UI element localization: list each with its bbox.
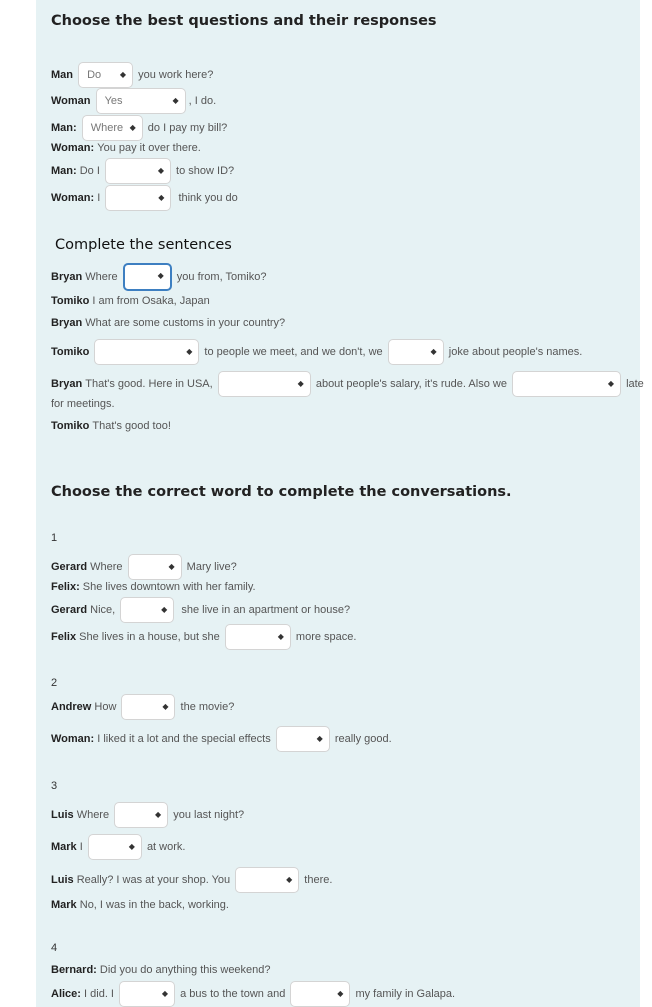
dialog-text: you last night? xyxy=(173,809,245,821)
answer-select[interactable] xyxy=(78,62,133,88)
speaker: Woman: xyxy=(51,733,95,745)
dialog-line xyxy=(51,115,227,137)
dialog-line xyxy=(51,137,201,159)
dialog-text: really good. xyxy=(334,733,392,745)
dialog-text: Mary live? xyxy=(186,561,237,573)
dialog-line xyxy=(51,290,210,312)
speaker: Gerard xyxy=(51,604,88,616)
dialog-text: That's good. Here in USA, xyxy=(85,378,213,390)
up-down-caret-icon: ◆ xyxy=(186,347,193,356)
dialog-line xyxy=(51,62,213,84)
dialog-text: think you do xyxy=(178,192,238,204)
answer-select[interactable] xyxy=(276,726,330,752)
dialog-text: I am from Osaka, Japan xyxy=(92,295,210,308)
up-down-caret-icon: ◆ xyxy=(168,562,175,571)
dialog-text: Where xyxy=(90,561,123,573)
dialog-text: I xyxy=(79,841,83,853)
up-down-caret-icon: ◆ xyxy=(157,271,164,280)
dialog-text: She lives in a house, but she xyxy=(79,631,220,643)
conversation-number: 4 xyxy=(51,942,58,954)
speaker: Tomiko xyxy=(51,420,90,433)
dialog-text: for meetings. xyxy=(51,398,115,411)
dialog-line xyxy=(51,415,171,437)
dialog-line xyxy=(51,597,350,619)
section1-title: Choose the best questions and their responses xyxy=(51,13,437,29)
dialog-text: No, I was in the back, working. xyxy=(79,899,229,912)
up-down-caret-icon: ◆ xyxy=(155,810,162,819)
answer-select[interactable] xyxy=(105,185,171,211)
answer-select[interactable] xyxy=(120,597,174,623)
up-down-caret-icon: ◆ xyxy=(337,989,344,998)
dialog-line xyxy=(51,867,332,889)
dialog-text: I liked it a lot and the special effects xyxy=(97,733,271,745)
answer-select[interactable] xyxy=(105,158,171,184)
speaker: Felix: xyxy=(51,581,80,594)
up-down-caret-icon: ◆ xyxy=(277,632,284,641)
answer-select[interactable] xyxy=(235,867,299,893)
speaker: Bryan xyxy=(51,317,83,330)
up-down-caret-icon: ◆ xyxy=(286,875,293,884)
dialog-text: She lives downtown with her family. xyxy=(82,581,256,594)
answer-select[interactable] xyxy=(94,339,199,365)
up-down-caret-icon: ◆ xyxy=(316,734,323,743)
dialog-text: You pay it over there. xyxy=(97,142,201,155)
answer-select[interactable] xyxy=(218,371,311,397)
dialog-text: to show ID? xyxy=(176,165,235,177)
speaker: Man: xyxy=(51,122,77,134)
answer-select[interactable] xyxy=(121,694,175,720)
answer-select[interactable] xyxy=(512,371,621,397)
answer-select-focused[interactable] xyxy=(123,263,172,291)
speaker: Luis xyxy=(51,809,74,821)
up-down-caret-icon: ◆ xyxy=(157,166,164,175)
dialog-text: you from, Tomiko? xyxy=(176,271,267,283)
select-value: Where xyxy=(90,122,124,135)
speaker: Felix xyxy=(51,631,77,643)
dialog-text: Did you do anything this weekend? xyxy=(99,964,271,977)
dialog-text: about people's salary, it's rude. Also we xyxy=(315,378,507,390)
dialog-line xyxy=(51,624,356,646)
speaker: Man xyxy=(51,69,73,81)
dialog-line xyxy=(51,185,238,207)
up-down-caret-icon: ◆ xyxy=(172,96,179,105)
dialog-text: my family in Galapa. xyxy=(355,988,456,1000)
answer-select[interactable] xyxy=(225,624,291,650)
answer-select[interactable] xyxy=(88,834,142,860)
speaker: Man: xyxy=(51,165,77,177)
up-down-caret-icon: ◆ xyxy=(297,379,304,388)
dialog-text: she live in an apartment or house? xyxy=(181,604,351,616)
dialog-text: do I pay my bill? xyxy=(147,122,228,134)
speaker: Mark xyxy=(51,899,77,912)
dialog-text: a bus to the town and xyxy=(180,988,286,1000)
speaker: Andrew xyxy=(51,701,92,713)
speaker: Bernard: xyxy=(51,964,97,977)
dialog-line xyxy=(51,834,185,856)
speaker: Tomiko xyxy=(51,346,90,358)
dialog-text: to people we meet, and we don't, we xyxy=(204,346,383,358)
up-down-caret-icon: ◆ xyxy=(158,193,165,202)
dialog-line xyxy=(51,726,392,748)
speaker: Woman: xyxy=(51,192,95,204)
dialog-text: , I do. xyxy=(188,95,217,107)
up-down-caret-icon: ◆ xyxy=(119,70,127,79)
answer-select[interactable] xyxy=(290,981,350,1007)
up-down-caret-icon: ◆ xyxy=(430,347,437,356)
up-down-caret-icon: ◆ xyxy=(129,123,136,132)
answer-select[interactable] xyxy=(388,339,444,365)
dialog-text: Really? I was at your shop. You xyxy=(76,874,231,886)
dialog-text: That's good too! xyxy=(92,420,171,433)
up-down-caret-icon: ◆ xyxy=(162,702,169,711)
conversation-number: 3 xyxy=(51,780,58,792)
dialog-text: there. xyxy=(304,874,333,886)
dialog-line xyxy=(51,312,285,334)
speaker: Bryan xyxy=(51,378,83,390)
speaker: Alice: xyxy=(51,988,81,1000)
answer-select[interactable] xyxy=(114,802,168,828)
dialog-line xyxy=(51,263,266,285)
dialog-text: the movie? xyxy=(180,701,235,713)
select-value: Do xyxy=(87,69,102,82)
dialog-text: Where xyxy=(76,809,110,821)
speaker: Bryan xyxy=(51,271,83,283)
up-down-caret-icon: ◆ xyxy=(607,379,614,388)
dialog-line xyxy=(51,894,229,916)
dialog-line xyxy=(51,802,244,824)
dialog-text: I xyxy=(97,192,101,204)
dialog-text: late xyxy=(626,378,644,390)
select-value: Yes xyxy=(104,95,123,108)
up-down-caret-icon: ◆ xyxy=(161,989,169,998)
dialog-text: joke about people's names. xyxy=(448,346,583,358)
dialog-line xyxy=(51,981,455,1003)
speaker: Woman: xyxy=(51,142,95,155)
dialog-line xyxy=(51,88,216,110)
dialog-text: How xyxy=(94,701,117,713)
dialog-text: at work. xyxy=(146,841,186,853)
dialog-text: more space. xyxy=(295,631,357,643)
dialog-text: you work here? xyxy=(138,69,214,81)
dialog-line xyxy=(51,959,271,981)
speaker: Tomiko xyxy=(51,295,90,308)
dialog-text: Where xyxy=(85,271,118,283)
conversation-number: 1 xyxy=(51,532,58,544)
dialog-line xyxy=(51,339,582,361)
answer-select[interactable] xyxy=(96,88,186,114)
speaker: Gerard xyxy=(51,561,88,573)
dialog-text: I did. I xyxy=(84,988,114,1000)
dialog-text: Do I xyxy=(79,165,100,177)
dialog-line-continued xyxy=(51,393,115,415)
dialog-line xyxy=(51,694,234,716)
section3-title: Choose the correct word to complete the conversations. xyxy=(51,484,512,500)
dialog-text: Nice, xyxy=(90,604,116,616)
speaker: Woman xyxy=(51,95,91,107)
dialog-line xyxy=(51,371,644,393)
section2-title: Complete the sentences xyxy=(55,237,232,253)
conversation-number: 2 xyxy=(51,677,58,689)
up-down-caret-icon: ◆ xyxy=(128,842,135,851)
speaker: Mark xyxy=(51,841,77,853)
dialog-text: What are some customs in your country? xyxy=(85,317,286,330)
speaker: Luis xyxy=(51,874,74,886)
dialog-line xyxy=(51,576,256,598)
up-down-caret-icon: ◆ xyxy=(161,605,168,614)
dialog-line xyxy=(51,554,237,576)
dialog-line xyxy=(51,158,234,180)
answer-select[interactable] xyxy=(119,981,175,1007)
